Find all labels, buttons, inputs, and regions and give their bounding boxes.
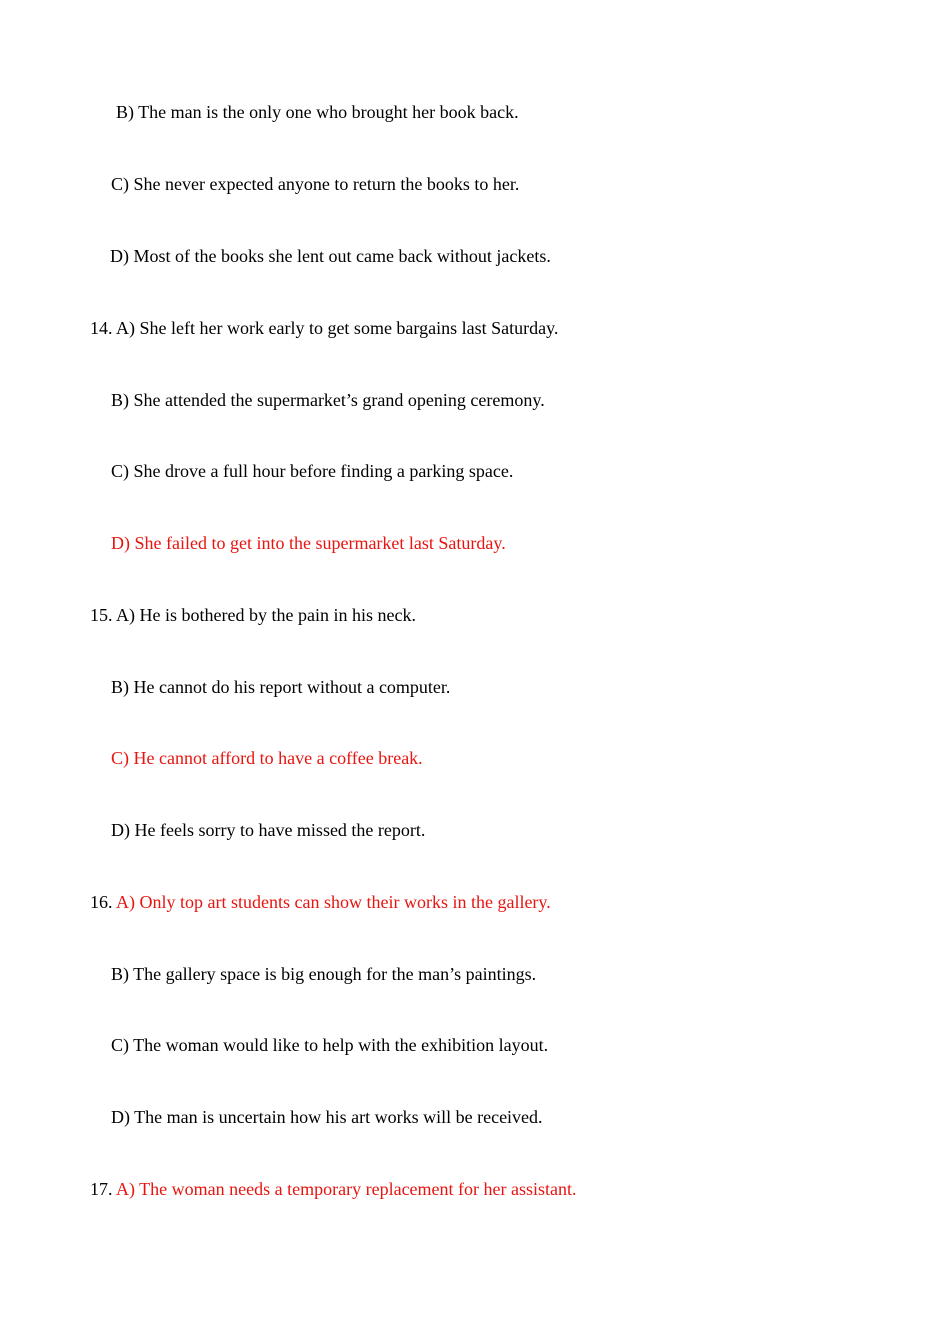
option-line <box>111 173 519 195</box>
question-line <box>90 891 551 913</box>
option-text: D) The man is uncertain how his art works will be received. <box>111 1107 543 1127</box>
option-text: A) He is bothered by the pain in his neck. <box>116 605 416 625</box>
question-number: 16. <box>90 892 113 912</box>
option-line <box>116 101 519 123</box>
option-line <box>111 819 425 841</box>
option-line <box>111 532 506 554</box>
correct-option-text: A) Only top art students can show their works in the gallery. <box>116 892 551 912</box>
option-line <box>111 460 513 482</box>
option-text: C) She never expected anyone to return the books to her. <box>111 174 520 194</box>
option-text: C) She drove a full hour before finding a parking space. <box>111 461 514 481</box>
correct-option-text: D) She failed to get into the supermarket last Saturday. <box>111 533 506 553</box>
option-text: C) The woman would like to help with the exhibition layout. <box>111 1035 549 1055</box>
option-text: B) He cannot do his report without a computer. <box>111 677 451 697</box>
option-line <box>110 245 551 267</box>
option-text: D) Most of the books she lent out came back without jackets. <box>110 246 551 266</box>
correct-option-text: A) The woman needs a temporary replacement for her assistant. <box>116 1179 577 1199</box>
question-number: 17. <box>90 1179 113 1199</box>
correct-option-text: C) He cannot afford to have a coffee break. <box>111 748 423 768</box>
option-text: A) She left her work early to get some bargains last Saturday. <box>116 318 559 338</box>
question-number: 15. <box>90 605 113 625</box>
option-line <box>111 1034 548 1056</box>
question-line <box>90 604 416 626</box>
option-line <box>111 963 536 985</box>
option-text: B) The gallery space is big enough for the man’s paintings. <box>111 964 537 984</box>
option-line <box>111 676 450 698</box>
option-line <box>111 1106 543 1128</box>
question-line <box>90 1178 577 1200</box>
question-line <box>90 317 558 339</box>
option-line <box>111 747 423 769</box>
question-number: 14. <box>90 318 113 338</box>
option-text: B) She attended the supermarket’s grand opening ceremony. <box>111 390 545 410</box>
option-text: D) He feels sorry to have missed the report. <box>111 820 426 840</box>
option-line <box>111 389 545 411</box>
option-text: B) The man is the only one who brought her book back. <box>116 102 519 122</box>
